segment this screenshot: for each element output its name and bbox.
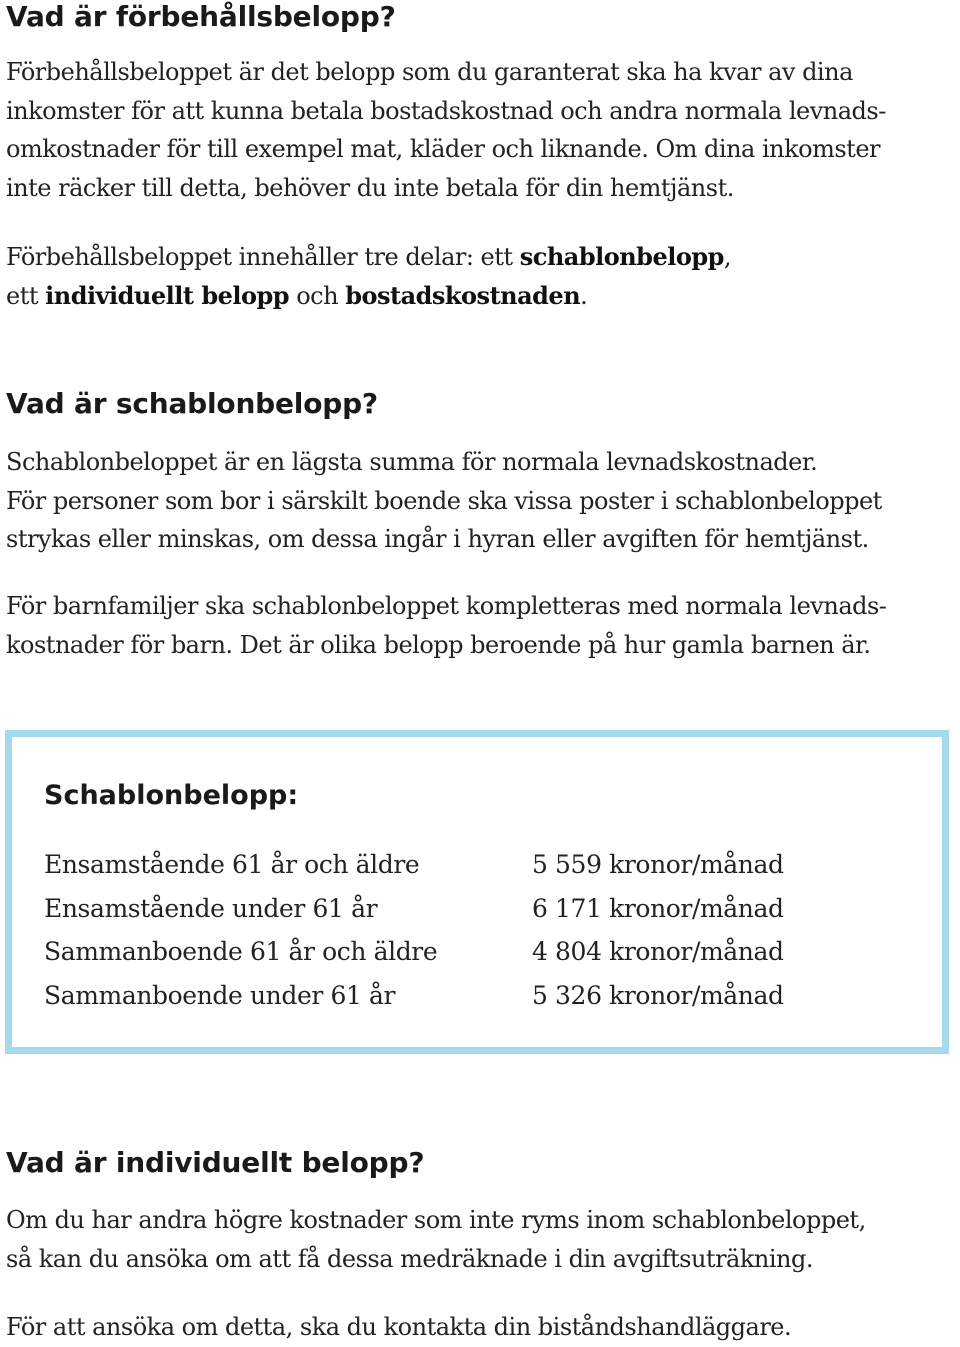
text-line: För barnfamiljer ska schablonbeloppet kompletteras med normala levnads-	[6, 592, 887, 620]
text-fragment: och	[289, 281, 346, 310]
text-line: Schablonbeloppet är en lägsta summa för normala levnadskostnader.	[6, 448, 818, 476]
paragraph-schablonbelopp-definition	[6, 443, 882, 559]
heading-individuellt-belopp: Vad är individuellt belopp?	[6, 1146, 425, 1179]
text-fragment: ett	[6, 281, 46, 310]
text-line: Förbehållsbeloppet är det belopp som du garanterat ska ha kvar av dina	[6, 58, 853, 86]
rate-label: Ensamstående 61 år och äldre	[44, 850, 420, 879]
text-line: inte räcker till detta, behöver du inte betala för din hemtjänst.	[6, 173, 734, 202]
heading-schablonbelopp: Vad är schablonbelopp?	[6, 387, 378, 420]
text-line	[6, 277, 731, 316]
paragraph-forbehallsbelopp-definition	[6, 53, 886, 207]
rate-label: Sammanboende under 61 år	[44, 981, 396, 1011]
schablonbelopp-info-box	[5, 730, 949, 1054]
paragraph-forbehallsbelopp-parts	[6, 238, 731, 315]
rate-label: Sammanboende 61 år och äldre	[44, 937, 438, 967]
text-line: kostnader för barn. Det är olika belopp beroende på hur gamla barnen är.	[6, 630, 871, 659]
text-line: så kan du ansöka om att få dessa medräknade i din avgiftsuträkning.	[6, 1244, 813, 1273]
rate-value: 5 559 kronor/månad	[532, 850, 784, 879]
term-schablonbelopp: schablonbelopp	[519, 242, 724, 271]
rate-label: Ensamstående under 61 år	[44, 893, 378, 923]
term-individuellt-belopp: individuellt belopp	[45, 280, 290, 310]
paragraph-individuellt-belopp	[6, 1201, 866, 1278]
text-line: För personer som bor i särskilt boende ska vissa poster i schablonbeloppet	[6, 486, 882, 515]
text-line: inkomster för att kunna betala bostadskostnad och andra normala levnads-	[6, 96, 886, 125]
rate-value: 5 326 kronor/månad	[532, 981, 784, 1011]
text-fragment: .	[580, 281, 588, 310]
box-title: Schablonbelopp:	[44, 780, 299, 811]
heading-forbehallsbelopp: Vad är förbehållsbelopp?	[6, 0, 396, 33]
text-line: strykas eller minskas, om dessa ingår i hyran eller avgiften för hemtjänst.	[6, 525, 869, 553]
text-fragment: Förbehållsbeloppet innehåller tre delar: ett	[6, 243, 520, 271]
paragraph-contact-handlaggare	[6, 1308, 791, 1347]
text-fragment: ,	[723, 243, 732, 271]
term-bostadskostnaden: bostadskostnaden	[345, 280, 581, 310]
paragraph-barnfamiljer	[6, 587, 886, 664]
text-line: Om du har andra högre kostnader som inte ryms inom schablonbeloppet,	[6, 1206, 866, 1234]
text-line	[6, 238, 731, 277]
text-line: För att ansöka om detta, ska du kontakta din biståndshandläggare.	[6, 1313, 792, 1341]
text-line: omkostnader för till exempel mat, kläder och liknande. Om dina inkomster	[6, 135, 880, 163]
rate-value: 6 171 kronor/månad	[532, 893, 784, 923]
rate-value: 4 804 kronor/månad	[532, 937, 784, 967]
